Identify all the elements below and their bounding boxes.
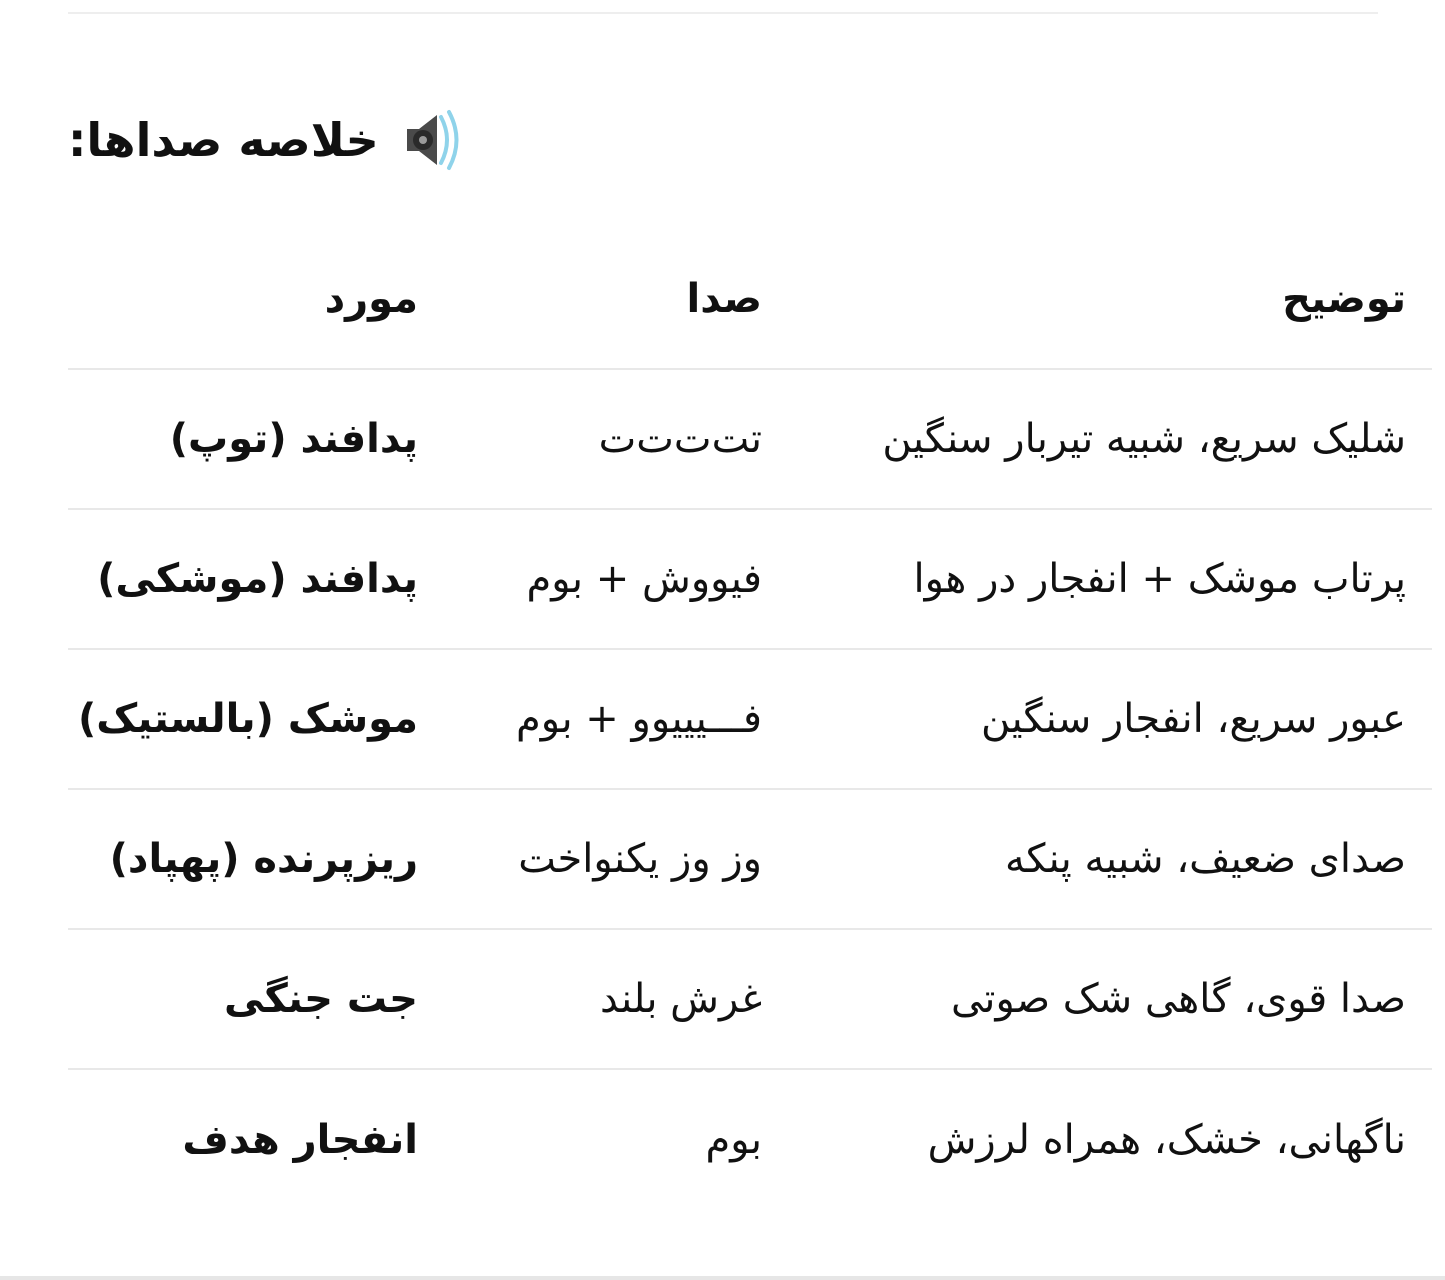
speaker-icon <box>401 107 467 173</box>
table-row <box>68 930 1432 1070</box>
bottom-divider <box>0 1276 1445 1280</box>
cell-sound: تت‌ت‌ت‌ت <box>598 416 762 462</box>
top-divider <box>68 12 1378 14</box>
cell-item: پدافند (توپ) <box>169 416 418 462</box>
cell-sound: فیووش + بوم <box>526 556 762 602</box>
header-description: توضیح <box>1282 276 1406 322</box>
cell-sound: فـــیییوو + بوم <box>516 696 762 742</box>
section-heading <box>68 100 467 180</box>
cell-sound: وز وز یکنواخت <box>518 836 762 882</box>
cell-description: صدا قوی، گاهی شک صوتی <box>950 976 1406 1022</box>
cell-description: پرتاب موشک + انفجار در هوا <box>913 556 1406 602</box>
header-sound: صدا <box>686 276 762 322</box>
cell-description: شلیک سریع، شبیه تیربار سنگین <box>882 416 1406 462</box>
cell-description: ناگهانی، خشک، همراه لرزش <box>927 1117 1406 1163</box>
table-row <box>68 1070 1432 1210</box>
cell-description: صدای ضعیف، شبیه پنکه <box>1004 836 1406 882</box>
cell-description: عبور سریع، انفجار سنگین <box>981 696 1406 742</box>
cell-sound: غرش بلند <box>600 976 762 1022</box>
header-item: مورد <box>324 276 418 322</box>
table-row <box>68 650 1432 790</box>
cell-sound: بوم <box>705 1117 762 1163</box>
table-header-row <box>68 230 1432 370</box>
cell-item: جت جنگی <box>224 976 418 1022</box>
cell-item: موشک (بالستیک) <box>78 696 418 742</box>
table-row <box>68 790 1432 930</box>
section-title: خلاصه صداها: <box>68 113 379 167</box>
sounds-table <box>68 230 1432 1210</box>
cell-item: پدافند (موشکی) <box>97 556 418 602</box>
cell-item: ریزپرنده (پهپاد) <box>109 836 418 882</box>
table-row <box>68 510 1432 650</box>
cell-item: انفجار هدف <box>182 1117 418 1163</box>
table-row <box>68 370 1432 510</box>
